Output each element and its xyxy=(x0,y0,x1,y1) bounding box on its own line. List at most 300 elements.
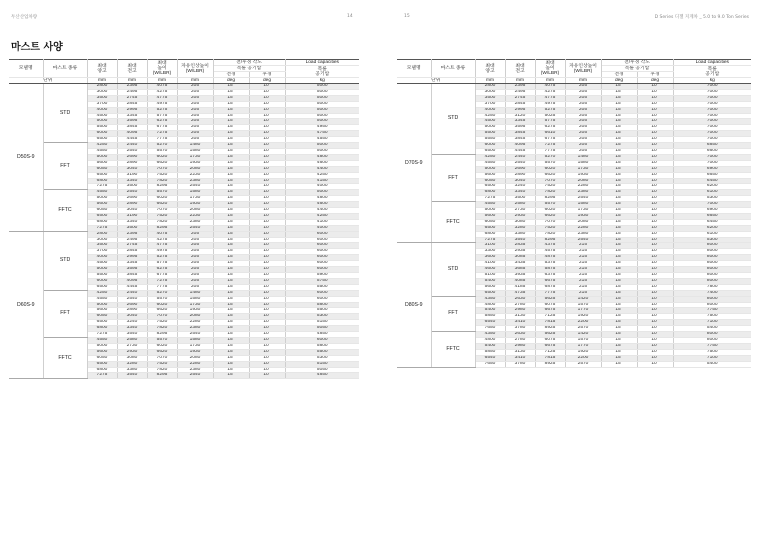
tilt-forward-header: 전경 xyxy=(213,72,249,78)
table-cell: 5775 xyxy=(535,119,565,125)
table-cell: 10° xyxy=(249,178,285,184)
table-cell: 6500 xyxy=(87,320,117,326)
table-cell: 2395 xyxy=(505,84,535,90)
table-cell: 7000 xyxy=(673,113,751,119)
table-cell: 3380 xyxy=(117,367,147,373)
table-cell: 10° xyxy=(249,84,285,90)
table-cell: 15° xyxy=(213,290,249,296)
table-cell: 205 xyxy=(177,249,213,255)
table-cell: 6620 xyxy=(535,213,565,219)
table-cell: 6800 xyxy=(87,178,117,184)
table-cell: 7000 xyxy=(673,154,751,160)
table-cell: 205 xyxy=(565,148,601,154)
table-cell: 4150 xyxy=(285,178,359,184)
table-cell: 15° xyxy=(213,89,249,95)
table-cell: 8000 xyxy=(673,296,751,302)
table-cell: 5000 xyxy=(285,190,359,196)
table-cell: 10° xyxy=(637,119,673,125)
table-cell: 15° xyxy=(213,302,249,308)
table-cell: 10° xyxy=(249,131,285,137)
table-cell: 15° xyxy=(213,255,249,261)
table-cell: 15° xyxy=(213,355,249,361)
table-cell: 10° xyxy=(249,190,285,196)
table-cell: 3540 xyxy=(117,332,147,338)
table-cell: 7000 xyxy=(673,125,751,131)
table-cell: 10° xyxy=(637,148,673,154)
table-cell: 2495 xyxy=(505,89,535,95)
table-cell: 10° xyxy=(249,172,285,178)
table-cell: 1730 xyxy=(177,302,213,308)
table-cell: 5850 xyxy=(475,349,505,355)
table-cell: 4850 xyxy=(285,332,359,338)
table-cell: 2080 xyxy=(177,166,213,172)
table-cell: 8000 xyxy=(673,255,751,261)
table-cell: 6020 xyxy=(147,343,177,349)
table-cell: 3845 xyxy=(117,273,147,279)
table-cell: 4075 xyxy=(147,231,177,237)
table-cell: 6500 xyxy=(475,225,505,231)
table-cell: 15° xyxy=(601,95,637,101)
table-cell: 5570 xyxy=(147,337,177,343)
table-cell: 7275 xyxy=(147,278,177,284)
table-cell: 5500 xyxy=(285,284,359,290)
table-cell: 10° xyxy=(637,113,673,119)
table-cell: 4250 xyxy=(285,172,359,178)
table-cell: 6800 xyxy=(87,326,117,332)
table-cell: 4550 xyxy=(285,137,359,143)
table-cell: 1420 xyxy=(565,332,601,338)
unit-free-lift: mm xyxy=(505,78,535,84)
table-cell: 10° xyxy=(637,196,673,202)
table-cell: 7520 xyxy=(147,213,177,219)
table-cell: 8295 xyxy=(535,237,565,243)
table-cell: 4550 xyxy=(87,337,117,343)
table-cell: 10° xyxy=(637,302,673,308)
table-cell: 7820 xyxy=(147,326,177,332)
table-cell: 205 xyxy=(565,137,601,143)
table-cell: 7275 xyxy=(535,143,565,149)
table-cell: 10° xyxy=(637,219,673,225)
table-cell: 4800 xyxy=(475,337,505,343)
table-cell: 7000 xyxy=(673,137,751,143)
table-cell: 15° xyxy=(601,84,637,90)
unit-max-height: mm xyxy=(535,78,565,84)
table-cell: 6620 xyxy=(147,308,177,314)
table-cell: 3190 xyxy=(117,172,147,178)
table-cell: 2800 xyxy=(87,84,117,90)
table-cell: 10° xyxy=(637,273,673,279)
mast-type: STD xyxy=(431,243,475,296)
table-cell: 10° xyxy=(249,343,285,349)
table-cell: 205 xyxy=(177,278,213,284)
table-cell: 10° xyxy=(249,255,285,261)
table-cell: 4775 xyxy=(147,95,177,101)
table-cell: 215 xyxy=(565,290,601,296)
table-cell: 4000 xyxy=(475,107,505,113)
table-cell: 215 xyxy=(565,278,601,284)
table-cell: 2230 xyxy=(177,172,213,178)
table-cell: 2835 xyxy=(505,243,535,249)
table-cell: 6500 xyxy=(87,213,117,219)
table-cell: 4500 xyxy=(87,113,117,119)
table-cell: 15° xyxy=(213,143,249,149)
table-cell: 8295 xyxy=(147,225,177,231)
table-cell: 6000 xyxy=(87,131,117,137)
table-cell: 2630 xyxy=(505,296,535,302)
table-cell: 3845 xyxy=(505,131,535,137)
table-cell: 4400 xyxy=(285,208,359,214)
table-cell: 6500 xyxy=(475,148,505,154)
table-cell: 10° xyxy=(637,107,673,113)
page-number-right: 15 xyxy=(404,14,410,19)
table-cell: 5150 xyxy=(285,361,359,367)
table-cell: 2745 xyxy=(117,243,147,249)
table-cell: 1580 xyxy=(177,337,213,343)
table-cell: 2890 xyxy=(117,160,147,166)
table-cell: 10° xyxy=(637,326,673,332)
table-cell: 7275 xyxy=(87,373,117,379)
table-cell: 7520 xyxy=(147,320,177,326)
table-cell: 5150 xyxy=(285,320,359,326)
table-cell: 10° xyxy=(637,290,673,296)
table-cell: 15° xyxy=(213,166,249,172)
table-cell: 7125 xyxy=(535,314,565,320)
table-cell: 1570 xyxy=(565,337,601,343)
mast-type: FFT xyxy=(43,290,87,337)
table-cell: 4275 xyxy=(147,89,177,95)
table-cell: 10° xyxy=(249,219,285,225)
table-cell: 15° xyxy=(213,208,249,214)
table-cell: 10° xyxy=(637,267,673,273)
table-cell: 10° xyxy=(637,249,673,255)
table-cell: 3340 xyxy=(117,326,147,332)
table-cell: 3780 xyxy=(505,326,535,332)
table-cell: 6620 xyxy=(535,172,565,178)
unit-free-lift: mm xyxy=(117,78,147,84)
table-cell: 3040 xyxy=(117,208,147,214)
table-cell: 6775 xyxy=(535,137,565,143)
table-cell: 6800 xyxy=(475,190,505,196)
table-cell: 5570 xyxy=(535,202,565,208)
table-cell: 6500 xyxy=(87,172,117,178)
table-cell: 2745 xyxy=(117,95,147,101)
table-cell: 7070 xyxy=(147,314,177,320)
table-cell: 205 xyxy=(565,89,601,95)
table-cell: 10° xyxy=(249,137,285,143)
header-series: D Series 디젤 지게차 _ 5.0 to 9.0 Ton Series xyxy=(654,15,749,20)
table-cell: 5800 xyxy=(285,343,359,349)
table-cell: 10° xyxy=(249,273,285,279)
table-cell: 3780 xyxy=(505,361,535,367)
table-cell: 8295 xyxy=(147,373,177,379)
table-cell: 15° xyxy=(601,137,637,143)
table-cell: 4975 xyxy=(147,249,177,255)
table-cell: 5570 xyxy=(147,296,177,302)
table-cell: 1930 xyxy=(177,308,213,314)
table-cell: 10° xyxy=(249,225,285,231)
table-cell: 10° xyxy=(637,208,673,214)
table-cell: 5400 xyxy=(673,361,751,367)
table-cell: 8000 xyxy=(673,278,751,284)
table-cell: 10° xyxy=(637,349,673,355)
model-name: D70S-9 xyxy=(397,84,431,243)
load-group-header: Load capacities xyxy=(673,60,751,66)
table-cell: 15° xyxy=(601,355,637,361)
table-cell: 7275 xyxy=(475,196,505,202)
table-cell: 5000 xyxy=(285,84,359,90)
table-cell: 1930 xyxy=(565,213,601,219)
unit-tilt-back: deg xyxy=(637,78,673,84)
table-cell: 7820 xyxy=(147,178,177,184)
header-row xyxy=(9,60,359,66)
table-cell: 15° xyxy=(213,202,249,208)
table-cell: 6020 xyxy=(147,302,177,308)
table-cell: 4550 xyxy=(475,160,505,166)
table-cell: 2540 xyxy=(177,373,213,379)
table-cell: 15° xyxy=(213,349,249,355)
table-cell: 10° xyxy=(249,113,285,119)
table-cell: 6675 xyxy=(535,343,565,349)
table-cell: 6200 xyxy=(673,184,751,190)
table-cell: 5000 xyxy=(285,113,359,119)
table-cell: 10° xyxy=(249,95,285,101)
free-lift-header: 최대 전고 xyxy=(117,60,147,78)
table-cell: 4000 xyxy=(285,225,359,231)
table-cell: 4550 xyxy=(87,296,117,302)
table-cell: 4800 xyxy=(285,196,359,202)
table-cell: 15° xyxy=(213,367,249,373)
free-lift-height-header: 자유인상높이 (W/LBR) xyxy=(177,60,213,78)
table-cell: 7775 xyxy=(535,148,565,154)
table-cell: 4445 xyxy=(117,137,147,143)
table-cell: 5400 xyxy=(475,278,505,284)
table-cell: 15° xyxy=(213,237,249,243)
table-cell: 2440 xyxy=(505,154,535,160)
table-cell: 15° xyxy=(213,343,249,349)
table-cell: 15° xyxy=(601,278,637,284)
table-cell: 10° xyxy=(249,261,285,267)
table-cell: 4445 xyxy=(117,284,147,290)
table-cell: 5270 xyxy=(147,290,177,296)
table-cell: 5300 xyxy=(285,355,359,361)
table-cell: 4350 xyxy=(475,296,505,302)
table-cell: 15° xyxy=(601,107,637,113)
table-cell: 2080 xyxy=(177,208,213,214)
table-cell: 10° xyxy=(637,160,673,166)
table-cell: 15° xyxy=(601,89,637,95)
table-cell: 2380 xyxy=(565,231,601,237)
mast-spec-table-left xyxy=(9,59,359,379)
table-cell: 2730 xyxy=(505,208,535,214)
table-cell: 15° xyxy=(213,213,249,219)
unit-tilt-fwd: deg xyxy=(601,78,637,84)
table-cell: 15° xyxy=(213,95,249,101)
table-cell: 10° xyxy=(249,361,285,367)
table-cell: 3540 xyxy=(505,237,535,243)
table-cell: 15° xyxy=(213,261,249,267)
table-cell: 15° xyxy=(601,296,637,302)
mast-type: FFT xyxy=(43,143,87,190)
mast-type: STD xyxy=(43,231,87,290)
table-cell: 10° xyxy=(249,208,285,214)
mast-type-header: 마스트 종류 xyxy=(43,60,87,78)
table-cell: 6600 xyxy=(673,148,751,154)
table-cell: 10° xyxy=(637,308,673,314)
table-cell: 15° xyxy=(601,273,637,279)
table-cell: 15° xyxy=(601,184,637,190)
table-cell: 3190 xyxy=(117,213,147,219)
table-cell: 6800 xyxy=(87,367,117,373)
table-cell: 6000 xyxy=(285,337,359,343)
table-cell: 10° xyxy=(637,89,673,95)
table-cell: 15° xyxy=(601,131,637,137)
table-cell: 5275 xyxy=(535,107,565,113)
table-cell: 8000 xyxy=(673,273,751,279)
table-cell: 4095 xyxy=(117,131,147,137)
table-cell: 10° xyxy=(249,89,285,95)
table-cell: 4800 xyxy=(285,154,359,160)
table-cell: 3130 xyxy=(505,314,535,320)
unit-max-lift: mm xyxy=(475,78,505,84)
free-lift-header: 최대 전고 xyxy=(505,60,535,78)
table-cell: 7650 xyxy=(475,326,505,332)
table-cell: 205 xyxy=(177,89,213,95)
model-name: D60S-9 xyxy=(9,231,43,379)
table-cell: 1480 xyxy=(177,143,213,149)
table-cell: 10° xyxy=(637,231,673,237)
table-cell: 205 xyxy=(565,131,601,137)
table-cell: 15° xyxy=(213,101,249,107)
header-row xyxy=(397,60,751,66)
table-cell: 2930 xyxy=(505,213,535,219)
table-cell: 15° xyxy=(213,160,249,166)
table-cell: 1920 xyxy=(565,349,601,355)
table-cell: 6500 xyxy=(87,284,117,290)
table-cell: 3700 xyxy=(87,249,117,255)
table-cell: 7000 xyxy=(673,202,751,208)
page-number-left: 14 xyxy=(347,14,353,19)
table-cell: 10° xyxy=(249,349,285,355)
units-label: 단위 xyxy=(397,78,475,84)
table-cell: 10° xyxy=(637,355,673,361)
table-cell: 5050 xyxy=(285,367,359,373)
table-cell: 3345 xyxy=(117,261,147,267)
table-cell: 7815 xyxy=(535,320,565,326)
table-cell: 6050 xyxy=(87,314,117,320)
table-cell: 6000 xyxy=(285,296,359,302)
table-cell: 10° xyxy=(637,314,673,320)
table-cell: 5600 xyxy=(475,284,505,290)
table-cell: 5000 xyxy=(87,154,117,160)
table-cell: 8000 xyxy=(673,267,751,273)
table-cell: 5000 xyxy=(285,101,359,107)
table-cell: 4500 xyxy=(87,261,117,267)
table-cell: 5270 xyxy=(147,143,177,149)
mast-type: FFTC xyxy=(43,190,87,231)
table-cell: 10° xyxy=(637,278,673,284)
table-cell: 2380 xyxy=(177,219,213,225)
table-cell: 3600 xyxy=(475,255,505,261)
table-cell: 6540 xyxy=(475,355,505,361)
table-cell: 4600 xyxy=(475,267,505,273)
table-cell: 2980 xyxy=(505,343,535,349)
table-cell: 15° xyxy=(213,178,249,184)
table-cell: 6020 xyxy=(535,208,565,214)
table-cell: 4750 xyxy=(285,131,359,137)
table-cell: 6650 xyxy=(673,213,751,219)
table-cell: 7070 xyxy=(147,355,177,361)
table-cell: 205 xyxy=(177,243,213,249)
table-cell: 15° xyxy=(601,202,637,208)
table-cell: 10° xyxy=(249,160,285,166)
table-cell: 7275 xyxy=(475,237,505,243)
table-cell: 5600 xyxy=(87,349,117,355)
table-cell: 205 xyxy=(565,119,601,125)
table-cell: 215 xyxy=(565,273,601,279)
table-cell: 10° xyxy=(249,308,285,314)
table-cell: 5000 xyxy=(87,196,117,202)
table-cell: 10° xyxy=(249,355,285,361)
table-cell: 8000 xyxy=(673,249,751,255)
table-cell: 15° xyxy=(213,337,249,343)
table-cell: 3340 xyxy=(505,190,535,196)
table-cell: 10° xyxy=(249,237,285,243)
table-cell: 15° xyxy=(213,320,249,326)
table-cell: 7815 xyxy=(535,355,565,361)
table-cell: 5600 xyxy=(475,213,505,219)
table-cell: 4375 xyxy=(535,243,565,249)
table-cell: 2540 xyxy=(177,225,213,231)
table-cell: 2630 xyxy=(505,332,535,338)
table-cell: 2540 xyxy=(505,160,535,166)
table-cell: 10° xyxy=(637,243,673,249)
table-cell: 2570 xyxy=(565,326,601,332)
table-cell: 5400 xyxy=(475,343,505,349)
table-cell: 10° xyxy=(249,278,285,284)
table-cell: 4600 xyxy=(285,202,359,208)
table-cell: 15° xyxy=(213,148,249,154)
table-cell: 2230 xyxy=(177,213,213,219)
table-cell: 15° xyxy=(213,284,249,290)
table-cell: 5000 xyxy=(87,267,117,273)
table-cell: 8295 xyxy=(147,184,177,190)
table-cell: 15° xyxy=(601,267,637,273)
table-cell: 15° xyxy=(213,225,249,231)
table-cell: 15° xyxy=(213,249,249,255)
table-cell: 2800 xyxy=(475,84,505,90)
page-title: 마스트 사양 xyxy=(11,42,63,53)
table-cell: 10° xyxy=(637,125,673,131)
table-cell: 15° xyxy=(601,290,637,296)
table-cell: 3410 xyxy=(505,355,535,361)
table-cell: 1730 xyxy=(565,166,601,172)
table-cell: 6000 xyxy=(285,237,359,243)
table-cell: 15° xyxy=(601,243,637,249)
table-cell: 1480 xyxy=(565,154,601,160)
table-cell: 15° xyxy=(601,237,637,243)
table-cell: 205 xyxy=(565,125,601,131)
table-cell: 15° xyxy=(213,196,249,202)
table-cell: 5000 xyxy=(285,143,359,149)
table-cell: 4095 xyxy=(117,278,147,284)
max-lift-header: 최대 양고 xyxy=(87,60,117,78)
free-lift-height-header: 자유인상높이 (W/LBR) xyxy=(565,60,601,78)
unit-max-height: mm xyxy=(147,78,177,84)
unit-load: kg xyxy=(673,78,751,84)
table-cell: 5025 xyxy=(535,113,565,119)
table-cell: 10° xyxy=(249,125,285,131)
table-cell: 3130 xyxy=(505,349,535,355)
